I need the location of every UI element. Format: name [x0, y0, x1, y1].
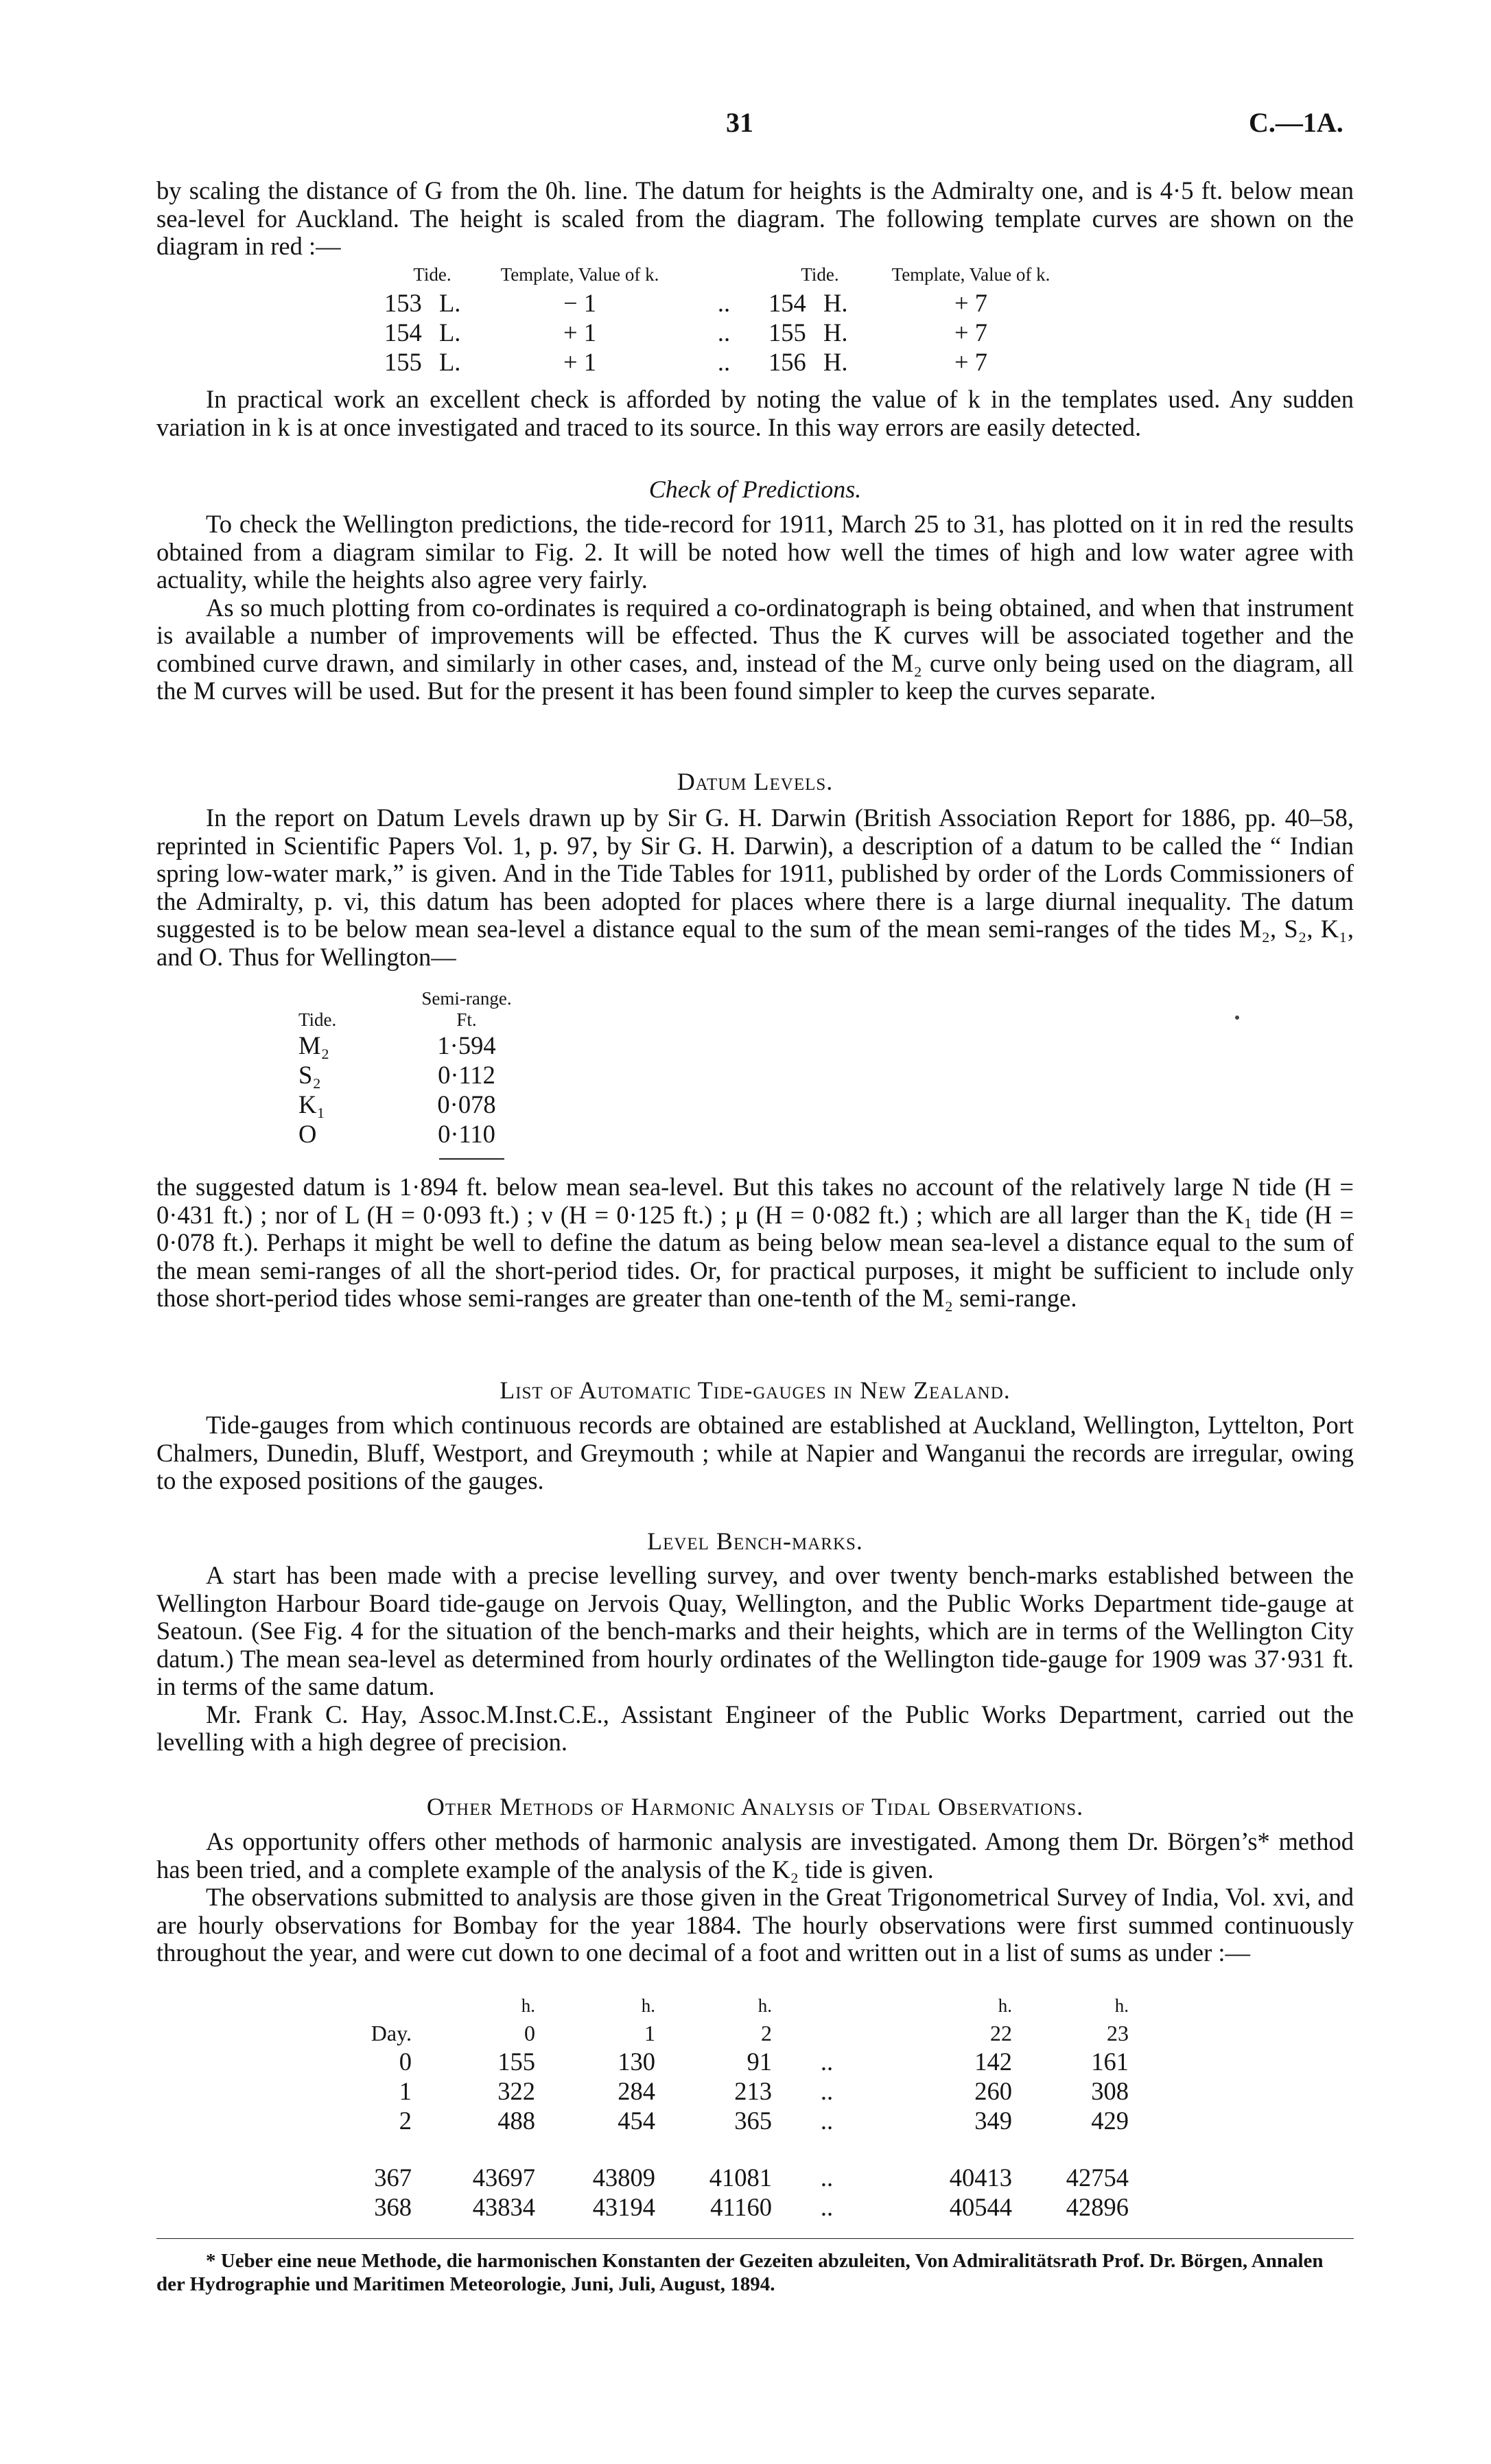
other-block: [156, 1828, 1354, 1967]
datum-heading: Datum Levels.: [677, 768, 834, 795]
other-methods-heading: Other Methods of Harmonic Analysis of Tidal Observations.: [426, 1793, 1084, 1820]
sums-row: 1 322 284 213 .. 260 308: [399, 2077, 1129, 2105]
report-reference: C.—1A.: [1249, 107, 1343, 138]
semi-row: O 0·110: [298, 1120, 495, 1148]
sums-row: 368 43834 43194 41160 .. 40544 42896: [374, 2193, 1129, 2221]
template-header-value-1: Template, Value of k.: [500, 263, 659, 285]
template-row: 153 L. − 1 .. 154 H. + 7: [384, 289, 987, 317]
page-number: 31: [726, 107, 753, 138]
sums-row: 367 43697 43809 41081 .. 40413 42754: [374, 2163, 1129, 2192]
check-heading: Check of Predictions.: [648, 476, 862, 503]
intro-paragraph: by scaling the distance of G from the 0h. line. The datum for heights is the Admiralty one, and is 4·5 ft. below mean sea-level for Auckland. The height is scaled from the diagram. The following template curves are shown on the diagram in red :—: [156, 176, 1354, 260]
specks: [1235, 1016, 1239, 1020]
semi-range-table: [298, 988, 518, 1149]
suggested-block: [156, 1173, 1354, 1313]
suggested-paragraph: the suggested datum is 1·894 ft. below mean sea-level. But this takes no account of the relatively large N tide (H = 0·431 ft.) ; nor of L (H = 0·093 ft.) ; ν (H = 0·125 ft.) ; μ (H = 0·082 ft.) ; which are all larger than the K₁ tide (H = 0·078 ft.). Perhaps it might be well to define the datum as being below mean sea-level a distance equal to the sum of the mean semi-ranges of all the short-period tides. Or, for practical purposes, it might be sufficient to include only those short-period tides whose semi-ranges are greater than one-tenth of the M₂ semi-range.: [156, 1173, 1354, 1312]
template-header-tide-1: Tide.: [413, 263, 451, 285]
gauges-heading: List of Automatic Tide-gauges in New Zealand.: [500, 1376, 1011, 1404]
hourly-sums-table: h. h. h. h. h. Day. 0 1 2 22 23 0 155 130 91 .. 142 161 1 322 284 213 .. 260 308 2 488 454 365 .. 349 429 367 43697 43809 41081 .. 40413 42754 368 43834 43194 41160 .. 40544 42896: [357, 1992, 1129, 2222]
datum-block: [156, 804, 1354, 971]
bench-heading: Level Bench-marks.: [647, 1527, 863, 1555]
practical-block: [156, 386, 1354, 441]
gauges-block: [156, 1411, 1354, 1495]
other-paragraph-1: As opportunity offers other methods of harmonic analysis are investigated. Among them Dr. Börgen’s* method has been tried, and a complete example of the analysis of the K₂ tide is given.: [156, 1827, 1354, 1884]
check-paragraph-2: As so much plotting from co-ordinates is required a co-ordinatograph is being obtained, and when that instrument is available a number of improvements will be effected. Thus the K curves will be associated together and the combined curve drawn, and similarly in other cases, and, instead of the M₂ curve only being used on the diagram, all the M curves will be used. But for the present it has been found simpler to keep the curves separate.: [156, 593, 1354, 705]
template-header-value-2: Template, Value of k.: [891, 263, 1050, 285]
template-table: [384, 261, 1070, 377]
gauges-paragraph: Tide-gauges from which continuous records are obtained are established at Auckland, Wellington, Lyttelton, Port Chalmers, Dunedin, Bluff, Westport, and Greymouth ; while at Napier and Wanganui the records are irregular, owing to the exposed positions of the gauges.: [156, 1411, 1354, 1494]
template-row: 155 L. + 1 .. 156 H. + 7: [384, 348, 987, 376]
footnote-rule: [156, 2238, 1354, 2239]
other-paragraph-2: The observations submitted to analysis are those given in the Great Trigonometrical Survey of India, Vol. xvi, and are hourly observations for Bombay for the year 1884. The hourly observations were first summed continuously throughout the year, and were cut down to one decimal of a foot and written out in a list of sums as under :—: [156, 1883, 1354, 1967]
sums-row: 0 155 130 91 .. 142 161: [399, 2048, 1129, 2076]
semi-header-range: Semi-range. Ft.: [421, 988, 512, 1030]
bench-block: [156, 1562, 1354, 1757]
semi-row: S₂ 0·112: [298, 1061, 495, 1089]
semi-row: K₁ 0·078: [298, 1090, 496, 1118]
datum-paragraph: In the report on Datum Levels drawn up by Sir G. H. Darwin (British Association Report for 1886, pp. 40–58, reprinted in Scientific Papers Vol. 1, p. 97, by Sir G. H. Darwin), a description of a datum to be called the “ Indian spring low-water mark,” is given. And in the Tide Tables for 1911, published by order of the Lords Commissioners of the Admiralty, p. vi, this datum has been adopted for places where there is a large diurnal inequality. The datum suggested is to be below mean sea-level a distance equal to the sum of the mean semi-ranges of the tides M₂, S₂, K₁, and O. Thus for Wellington—: [156, 803, 1354, 971]
template-row: 154 L. + 1 .. 155 H. + 7: [384, 318, 987, 347]
check-paragraph-1: To check the Wellington predictions, the tide-record for 1911, March 25 to 31, has plotted on it in red the results obtained from a diagram similar to Fig. 2. It will be noted how well the times of high and low water agree with actuality, while the heights also agree very fairly.: [156, 510, 1354, 594]
bench-paragraph-2: Mr. Frank C. Hay, Assoc.M.Inst.C.E., Assistant Engineer of the Public Works Department, carried out the levelling with a high degree of precision.: [156, 1700, 1354, 1756]
practical-paragraph: In practical work an excellent check is afforded by noting the value of k in the templates used. Any sudden variation in k is at once investigated and traced to its source. In this way errors are easily detected.: [156, 385, 1354, 441]
footnote: * Ueber eine neue Methode, die harmonischen Konstanten der Gezeiten abzuleiten, Von Admiralitätsrath Prof. Dr. Börgen, Annalen der Hydrographie und Maritimen Meteorologie, Juni, Juli, August, 1894.: [156, 2250, 1324, 2295]
semi-header-tide: Tide.: [298, 1009, 337, 1030]
bench-paragraph-1: A start has been made with a precise levelling survey, and over twenty bench-marks established between the Wellington Harbour Board tide-gauge on Jervois Quay, Wellington, and the Public Works Department tide-gauge at Seatoun. (See Fig. 4 for the situation of the bench-marks and their heights, which are in terms of the Wellington City datum.) The mean sea-level as determined from hourly ordinates of the Wellington tide-gauge for 1909 was 37·931 ft. in terms of the same datum.: [156, 1561, 1354, 1700]
template-header-tide-2: Tide.: [801, 263, 839, 285]
sum-rule: [439, 1158, 504, 1160]
sums-row: 2 488 454 365 .. 349 429: [399, 2107, 1129, 2135]
check-block: [156, 511, 1354, 705]
intro-block: [156, 177, 1354, 261]
semi-row: M₂ 1·594: [298, 1031, 496, 1059]
day-column-header: Day.: [371, 2020, 412, 2045]
